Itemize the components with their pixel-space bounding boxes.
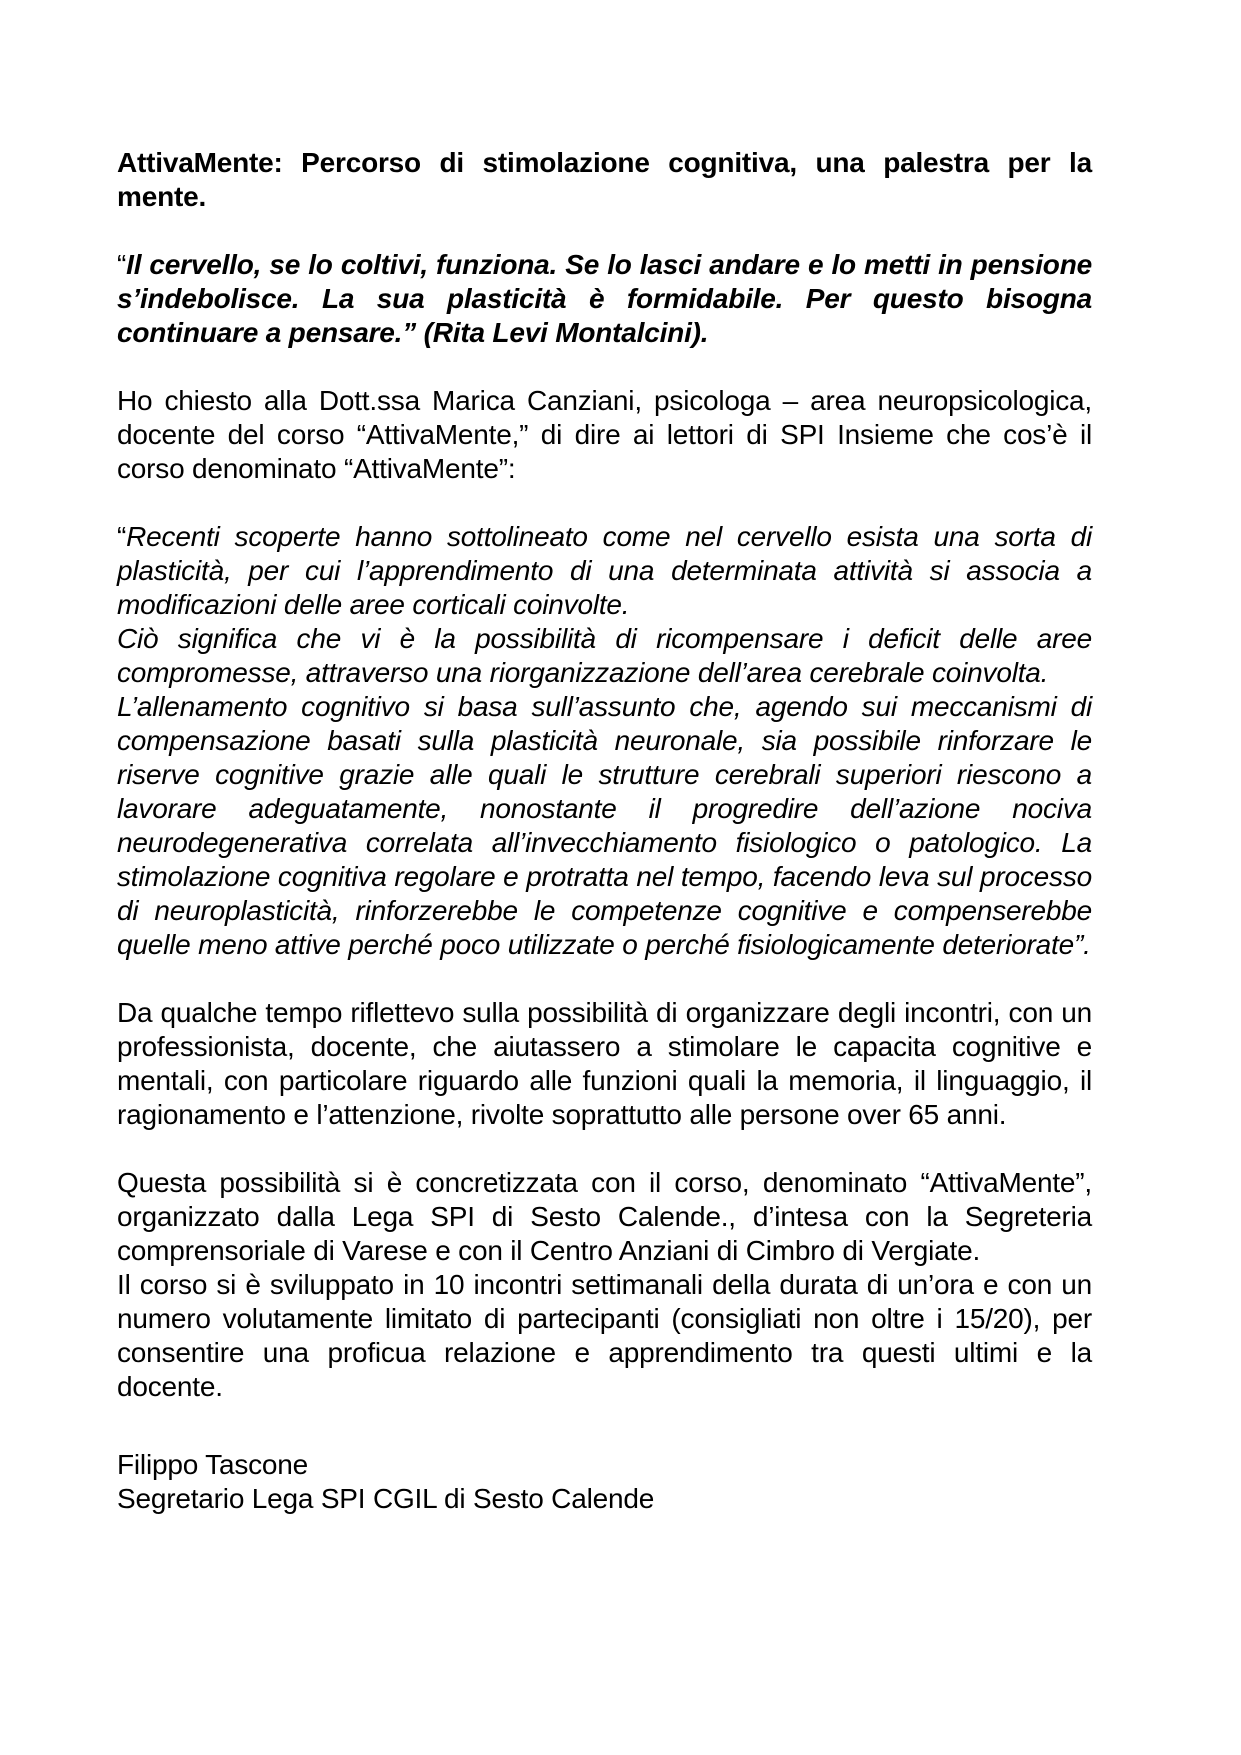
signature-role: Segretario Lega SPI CGIL di Sesto Calende — [117, 1483, 655, 1514]
course-line-1: Questa possibilità si è concretizzata con il corso, denominato “AttivaMente”, organizzato dalla Lega SPI di Sesto Calende., d’intesa con la Segreteria comprensoriale di Varese e con il Centro Anziani di Cimbro di Vergiate. — [117, 1167, 1092, 1266]
signature-name: Filippo Tascone — [117, 1449, 309, 1480]
epigraph-quote — [117, 248, 1092, 350]
expert-quote-line-1 — [117, 520, 1092, 622]
expert-quote-text-1: Recenti scoperte hanno sottolineato come nel cervello esista una sorta di plasticità, per cui l’apprendimento di una determinata attività si associa a modificazioni delle aree corticali coinvolte. — [117, 521, 1092, 620]
intro-paragraph: Ho chiesto alla Dott.ssa Marica Canziani, psicologa – area neuropsicologica, docente del corso “AttivaMente,” di dire ai lettori di SPI Insieme che cos’è il corso denominato “AttivaMente”: — [117, 385, 1092, 484]
document-content — [117, 146, 1092, 1516]
course-line-2: Il corso si è sviluppato in 10 incontri settimanali della durata di un’ora e con un numero volutamente limitato di partecipanti (consigliati non oltre i 15/20), per consentire una proficua relazione e apprendimento tra questi ultimi e la docente. — [117, 1269, 1092, 1402]
course-paragraph — [117, 1166, 1092, 1404]
document-title: AttivaMente: Percorso di stimolazione cognitiva, una palestra per la mente. — [117, 147, 1092, 212]
expert-quote-paragraph — [117, 520, 1092, 962]
epigraph-text: Il cervello, se lo coltivi, funziona. Se lo lasci andare e lo metti in pensione s’indebolisce. La sua plasticità è formidabile. Per questo bisogna continuare a pensare.” (Rita Levi Montalcini). — [117, 249, 1092, 348]
reflection-paragraph: Da qualche tempo riflettevo sulla possibilità di organizzare degli incontri, con un professionista, docente, che aiutassero a stimolare le capacita cognitive e mentali, con particolare riguardo alle funzioni quali la memoria, il linguaggio, il ragionamento e l’attenzione, rivolte soprattutto alle persone over 65 anni. — [117, 997, 1092, 1130]
epigraph-open-quote: “ — [117, 249, 127, 280]
expert-quote-open-quote: “ — [117, 521, 127, 552]
expert-quote-line-3: L’allenamento cognitivo si basa sull’assunto che, agendo sui meccanismi di compensazione basati sulla plasticità neuronale, sia possibile rinforzare le riserve cognitive grazie alle quali le strutture cerebrali superiori riescono a lavorare adeguatamente, nonostante il progredire dell’azione nociva neurodegenerativa correlata all’invecchiamento fisiologico o patologico. La stimolazione cognitiva regolare e protratta nel tempo, facendo leva sul processo di neuroplasticità, rinforzerebbe le competenze cognitive e compenserebbe quelle meno attive perché poco utilizzate o perché fisiologicamente deteriorate”. — [117, 691, 1092, 960]
signature-block — [117, 1448, 1092, 1516]
expert-quote-line-2: Ciò significa che vi è la possibilità di ricompensare i deficit delle aree compromesse, attraverso una riorganizzazione dell’area cerebrale coinvolta. — [117, 623, 1092, 688]
